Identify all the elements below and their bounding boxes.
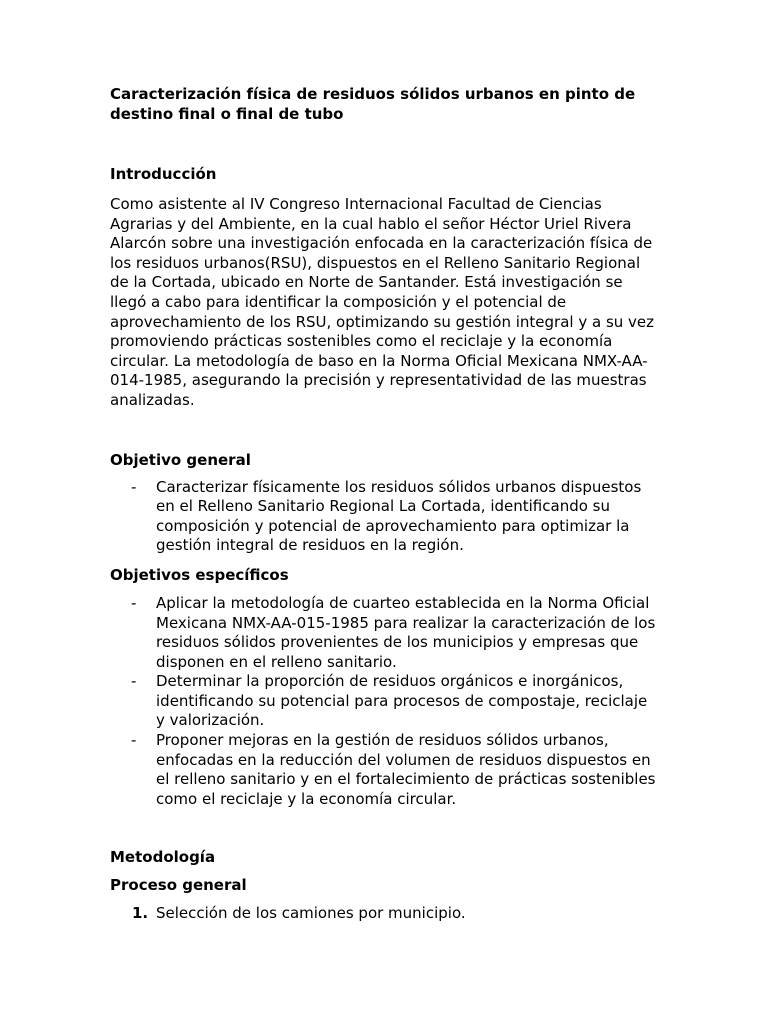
heading-objetivo-general: Objetivo general — [110, 450, 251, 469]
document-title: Caracterización física de residuos sólidos urbanos en pinto de destino final o final de tubo — [110, 85, 636, 123]
list-number-marker: 1. — [132, 904, 149, 923]
list-item-text: Determinar la proporción de residuos orgánicos e inorgánicos, identificando su potencial para procesos de compostaje, reciclaje y valorización. — [156, 672, 648, 730]
subheading-proceso-general: Proceso general — [110, 876, 247, 895]
list-dash-marker: - — [131, 593, 137, 612]
list-item — [110, 594, 660, 672]
objetivos-especificos-list — [110, 594, 660, 810]
heading-metodologia: Metodología — [110, 848, 216, 867]
proceso-general-steps — [110, 904, 660, 924]
document-page — [110, 84, 660, 924]
list-item — [110, 904, 660, 924]
list-item-text: Aplicar la metodología de cuarteo establecida en la Norma Oficial Mexicana NMX-AA-015-1985 para realizar la caracterización de los residuos sólidos provenientes de los municipios y empresas que disponen en el relleno sanitario. — [156, 593, 656, 671]
introduccion-paragraph: Como asistente al IV Congreso Internacional Facultad de Ciencias Agrarias y del Ambiente, en la cual hablo el señor Héctor Uriel Rivera Alarcón sobre una investigación enfocada en la caracterización física de los residuos urbanos(RSU), dispuestos en el Relleno Sanitario Regional de la Cortada, ubicado en Norte de Santander. Está investigación se llegó a cabo para identificar la composición y el potencial de aprovechamiento de los RSU, optimizando su gestión integral y a su vez promoviendo prácticas sostenibles como el reciclaje y la economía circular. La metodología de baso en la Norma Oficial Mexicana NMX-AA-014-1985, asegurando la precisión y representatividad de las muestras analizadas. — [110, 195, 655, 409]
heading-introduccion: Introducción — [110, 165, 217, 183]
objetivo-general-list — [110, 478, 660, 556]
list-dash-marker: - — [131, 731, 137, 750]
heading-objetivos-especificos: Objetivos específicos — [110, 565, 289, 584]
list-item-text: Selección de los camiones por municipio. — [156, 904, 466, 923]
list-item-text: Caracterizar físicamente los residuos sólidos urbanos dispuestos en el Relleno Sanitario Regional La Cortada, identificando su composición y potencial de aprovechamiento para optimizar la gestión integral de residuos en la región. — [156, 477, 642, 555]
list-item — [110, 731, 660, 809]
list-item-text: Proponer mejoras en la gestión de residuos sólidos urbanos, enfocadas en la reducción del volumen de residuos dispuestos en el relleno sanitario y en el fortalecimiento de prácticas sostenibles como el reciclaje y la economía circular. — [156, 731, 656, 808]
list-dash-marker: - — [131, 477, 137, 496]
list-dash-marker: - — [131, 672, 137, 691]
list-item — [110, 478, 660, 556]
list-item — [110, 672, 660, 731]
